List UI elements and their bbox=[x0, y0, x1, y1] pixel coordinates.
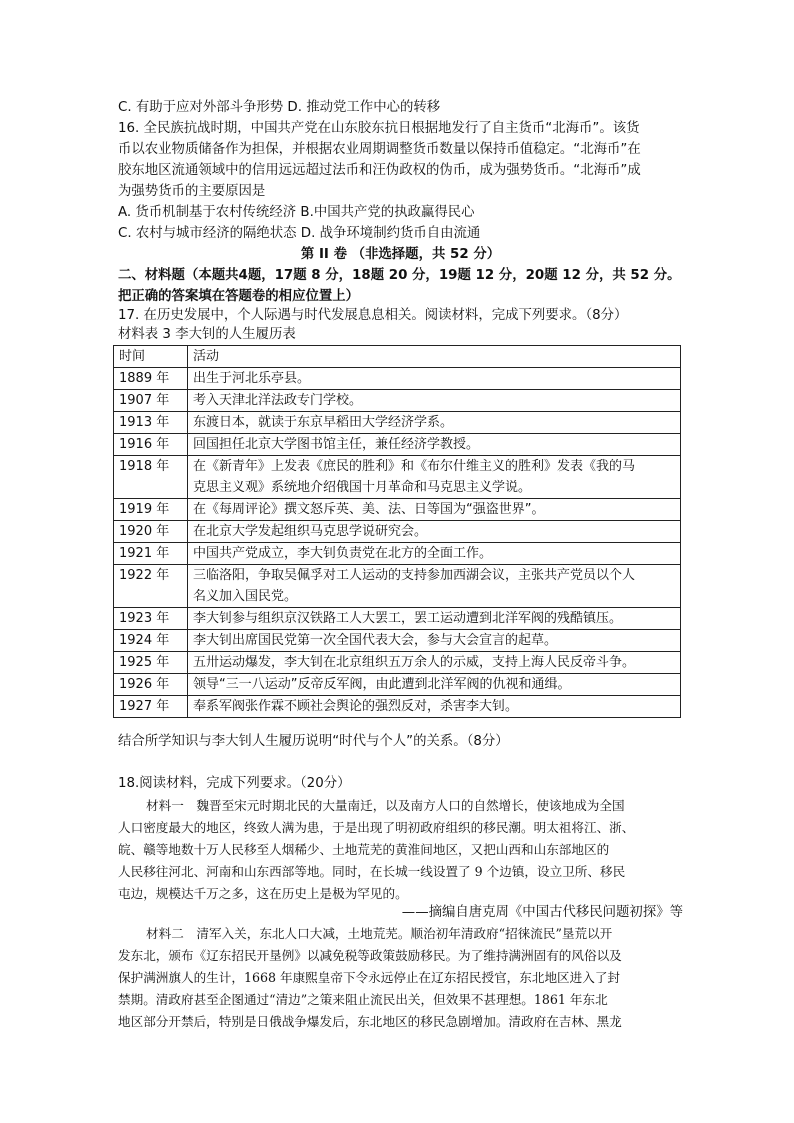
material-2-line: 地区部分开禁后，特别是日俄战争爆发后，东北地区的移民急剧增加。清政府在吉林、黑龙 bbox=[118, 1014, 622, 1029]
year-cell: 1926 年 bbox=[114, 674, 188, 696]
year-cell: 1925 年 bbox=[114, 652, 188, 674]
activity-cell: 出生于河北乐亭县。 bbox=[188, 368, 681, 390]
table-caption: 材料表 3 李大钊的人生履历表 bbox=[118, 327, 296, 342]
material-1-line: 材料一 魏晋至宋元时期北民的大量南迁，以及南方人口的自然增长，使该地成为全国 bbox=[146, 798, 625, 813]
table-row bbox=[114, 630, 681, 652]
section-title: 第 II 卷 （非选择题，共 52 分） bbox=[300, 247, 501, 262]
table-row bbox=[114, 499, 681, 521]
year-cell: 1927 年 bbox=[114, 696, 188, 718]
activity-line: 三临洛阳，争取吴佩孚对工人运动的支持参加西湖会议，主张共产党员以个人 bbox=[193, 568, 636, 583]
table-row bbox=[114, 434, 681, 456]
year-cell: 1916 年 bbox=[114, 434, 188, 456]
q16-stem-line: 胶东地区流通领域中的信用远远超过法币和汪伪政权的伪币，成为强势货币。“北海币”成 bbox=[118, 163, 641, 178]
activity-cell: 在北京大学发起组织马克思学说研究会。 bbox=[188, 521, 681, 543]
q16-stem-line: 16. 全民族抗战时期，中国共产党在山东胶东抗日根据地发行了自主货币“北海币”。该货 bbox=[118, 121, 640, 136]
material-2-line: 禁期。清政府甚至企图通过“清边”之策来阻止流民出关，但效果不甚理想。1861 年东北 bbox=[118, 992, 608, 1007]
year-cell: 1922 年 bbox=[114, 565, 188, 608]
table-row bbox=[114, 390, 681, 412]
activity-cell: 李大钊参与组织京汉铁路工人大罢工，罢工运动遭到北洋军阀的残酷镇压。 bbox=[188, 608, 681, 630]
column-header-activity: 活动 bbox=[188, 346, 681, 368]
material-2-line: 材料二 清军入关，东北人口大减，土地荒芜。顺治初年清政府“招徕流民”垦荒以开 bbox=[146, 926, 613, 941]
q17-task: 结合所学知识与李大钊人生履历说明“时代与个人”的关系。（8分） bbox=[118, 734, 509, 749]
column-header-time: 时间 bbox=[114, 346, 188, 368]
year-cell: 1913 年 bbox=[114, 412, 188, 434]
activity-cell: 李大钊出席国民党第一次全国代表大会，参与大会宣言的起草。 bbox=[188, 630, 681, 652]
material-1-source: ——摘编自唐克周《中国古代移民问题初探》等 bbox=[401, 905, 683, 920]
table-row bbox=[114, 565, 681, 608]
table-row bbox=[114, 696, 681, 718]
year-cell: 1920 年 bbox=[114, 521, 188, 543]
material-1-line: 人口密度最大的地区，终致人满为患，于是出现了明初政府组织的移民潮。明太祖将江、浙、 bbox=[118, 820, 635, 835]
q16-stem-line: 为强势货币的主要原因是 bbox=[118, 184, 266, 199]
activity-cell: 考入天津北洋法政专门学校。 bbox=[188, 390, 681, 412]
table-header-row bbox=[114, 346, 681, 368]
activity-cell: 中国共产党成立，李大钊负责党在北方的全面工作。 bbox=[188, 543, 681, 565]
material-1-line: 皖、赣等地数十万人民移至人烟稀少、土地荒芜的黄淮间地区，又把山西和山东部地区的 bbox=[118, 842, 610, 857]
activity-line: 在《新青年》上发表《庶民的胜利》和《布尔什维主义的胜利》发表《我的马 bbox=[193, 459, 636, 474]
biography-table bbox=[113, 345, 681, 718]
table-row bbox=[114, 456, 681, 499]
q15-options-cd: C. 有助于应对外部斗争形势 D. 推动党工作中心的转移 bbox=[118, 100, 441, 115]
table-row bbox=[114, 521, 681, 543]
material-1-line: 屯边，规模达千万之多，这在历史上是极为罕见的。 bbox=[118, 886, 408, 901]
table-row bbox=[114, 674, 681, 696]
section-description: 把正确的答案填在答题卷的相应位置上） bbox=[118, 289, 360, 304]
activity-cell: 在《每周评论》撰文怒斥英、美、法、日等国为“强盗世界”。 bbox=[188, 499, 681, 521]
material-2-line: 保护满洲旗人的生计，1668 年康熙皇帝下令永远停止在辽东招民授官，东北地区进入了封 bbox=[118, 970, 621, 985]
table-row bbox=[114, 412, 681, 434]
activity-cell: 东渡日本，就读于东京早稻田大学经济学系。 bbox=[188, 412, 681, 434]
activity-cell: 五卅运动爆发，李大钊在北京组织五万余人的示威，支持上海人民反帝斗争。 bbox=[188, 652, 681, 674]
year-cell: 1923 年 bbox=[114, 608, 188, 630]
year-cell: 1918 年 bbox=[114, 456, 188, 499]
year-cell: 1889 年 bbox=[114, 368, 188, 390]
table-row bbox=[114, 368, 681, 390]
q16-stem-line: 币以农业物质储备作为担保，并根据农业周期调整货币数量以保持币值稳定。“北海币”在 bbox=[118, 142, 641, 157]
q16-options-ab: A. 货币机制基于农村传统经济 B.中国共产党的执政赢得民心 bbox=[118, 205, 475, 220]
year-cell: 1907 年 bbox=[114, 390, 188, 412]
activity-line: 名义加入国民党。 bbox=[193, 589, 298, 604]
q17-stem: 17. 在历史发展中，个人际遇与时代发展息息相关。阅读材料，完成下列要求。（8分） bbox=[118, 308, 628, 323]
activity-cell: 奉系军阀张作霖不顾社会舆论的强烈反对，杀害李大钊。 bbox=[188, 696, 681, 718]
activity-cell bbox=[188, 565, 681, 608]
q16-options-cd: C. 农村与城市经济的隔绝状态 D. 战争环境制约货币自由流通 bbox=[118, 226, 481, 241]
year-cell: 1919 年 bbox=[114, 499, 188, 521]
section-description: 二、材料题（本题共4题，17题 8 分，18题 20 分，19题 12 分，20题 12 分，共 52 分。 bbox=[118, 268, 681, 283]
q18-stem: 18.阅读材料，完成下列要求。（20分） bbox=[118, 776, 351, 791]
table-row bbox=[114, 652, 681, 674]
material-1-line: 人民移往河北、河南和山东西部等地。同时，在长城一线设置了 9 个边镇，设立卫所、移民 bbox=[118, 864, 626, 879]
table-row bbox=[114, 543, 681, 565]
year-cell: 1921 年 bbox=[114, 543, 188, 565]
activity-cell: 回国担任北京大学图书馆主任，兼任经济学教授。 bbox=[188, 434, 681, 456]
table-row bbox=[114, 608, 681, 630]
activity-line: 克思主义观》系统地介绍俄国十月革命和马克思主义学说。 bbox=[193, 480, 532, 495]
year-cell: 1924 年 bbox=[114, 630, 188, 652]
material-2-line: 发东北，颁布《辽东招民开垦例》以减免税等政策鼓励移民。为了维持满洲固有的风俗以及 bbox=[118, 948, 622, 963]
activity-cell bbox=[188, 456, 681, 499]
activity-cell: 领导“三一八运动”反帝反军阀，由此遭到北洋军阀的仇视和通缉。 bbox=[188, 674, 681, 696]
